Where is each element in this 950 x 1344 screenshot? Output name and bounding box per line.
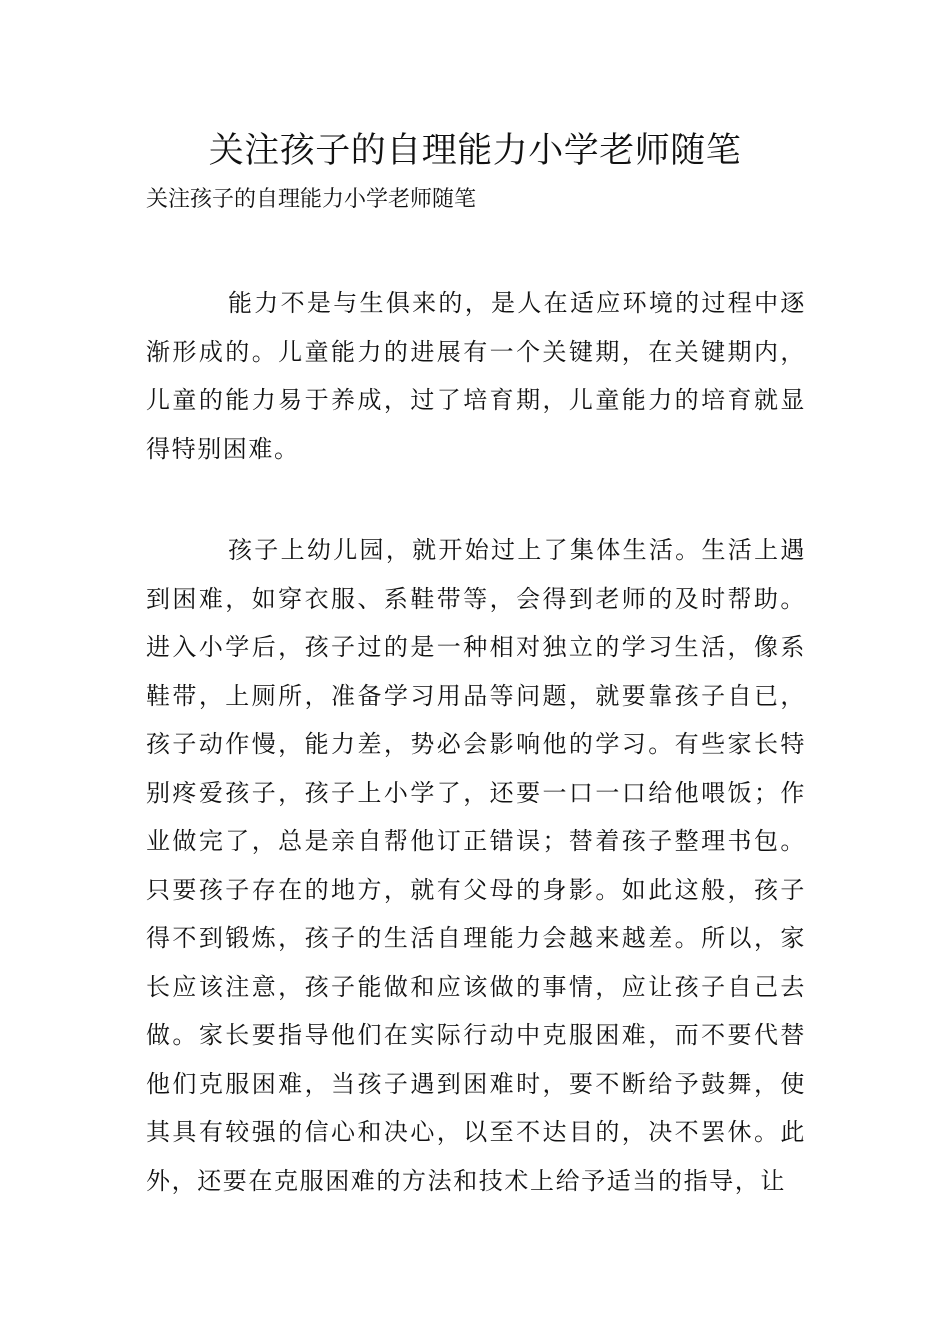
paragraph-2: 孩子上幼儿园，就开始过上了集体生活。生活上遇到困难，如穿衣服、系鞋带等，会得到老师的及时帮助。进入小学后，孩子过的是一种相对独立的学习生活，像系鞋带，上厕所，准备学习用品等问题，就要靠孩子自已，孩子动作慢，能力差，势必会影响他的学习。有些家长特别疼爱孩子，孩子上小学了，还要一口一口给他喂饭；作业做完了，总是亲自帮他订正错误；替着孩子整理书包。只要孩子存在的地方，就有父母的身影。如此这般，孩子得不到锻炼，孩子的生活自理能力会越来越差。所以，家长应该注意，孩子能做和应该做的事情，应让孩子自己去做。家长要指导他们在实际行动中克服困难，而不要代替他们克服困难，当孩子遇到困难时，要不断给予鼓舞，使其具有较强的信心和决心，以至不达目的，决不罢休。此外，还要在克服困难的方法和技术上给予适当的指导，让 <box>146 536 806 1195</box>
document-title: 关注孩子的自理能力小学老师随笔 <box>208 131 742 171</box>
document-subtitle: 关注孩子的自理能力小学老师随笔 <box>146 187 477 212</box>
paragraph-1: 能力不是与生俱来的，是人在适应环境的过程中逐渐形成的。儿童能力的进展有一个关键期，在关键期内，儿童的能力易于养成，过了培育期，儿童能力的培育就显得特别困难。 <box>146 289 806 463</box>
